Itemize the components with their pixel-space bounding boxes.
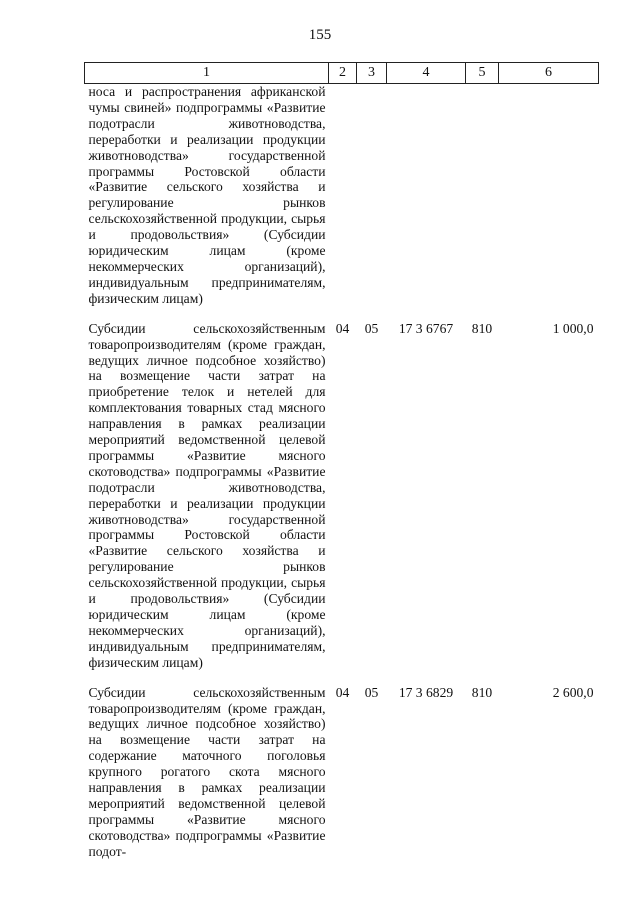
row-expense-type: 810	[471, 320, 493, 336]
row-description: носа и распространения африканской чумы свиней» подпрограммы «Развитие подотрасли животноводства, переработки и реализации продукции животноводства» государственной программы Ростовской области «Развитие сельского хозяйства и регулирование рынков сельскохозяйственной продукции, сырья и продовольствия» (Субсидии юридическим лицам (кроме некоммерческих организаций), индивидуальным предпринимателям, физическим лицам)	[88, 84, 326, 306]
column-header-1: 1	[85, 63, 329, 84]
column-header-4: 4	[387, 63, 466, 84]
row-subsection-code	[357, 84, 387, 307]
row-subsection-code: 05	[364, 320, 379, 336]
row-description: Субсидии сельскохозяйственным товаропроизводителям (кроме граждан, ведущих личное подсобное хозяйство) на возмещение части затрат на приобретение телок и нетелей для комплектования товарных стад мясного направления в рамках реализации мероприятий ведомственной целевой программы «Развитие мясного скотоводства» подпрограммы «Развитие подотрасли животноводства, переработки и реализации продукции животноводства» государственной программы Ростовской области «Развитие сельского хозяйства и регулирование рынков сельскохозяйственной продукции, сырья и продовольствия» (Субсидии юридическим лицам (кроме некоммерческих организаций), индивидуальным предпринимателям, физическим лицам)	[88, 320, 326, 670]
table-row	[85, 682, 599, 860]
row-section-code: 04	[335, 320, 350, 336]
column-header-5: 5	[466, 63, 499, 84]
row-expense-type: 810	[471, 684, 493, 700]
table-row	[85, 84, 599, 307]
column-header-3: 3	[357, 63, 387, 84]
row-amount	[499, 84, 599, 307]
row-target-article: 17 3 6829	[398, 684, 454, 700]
page-number: 155	[308, 27, 332, 43]
budget-table	[84, 62, 599, 860]
row-section-code: 04	[335, 684, 350, 700]
column-header-2: 2	[329, 63, 357, 84]
row-spacer	[85, 671, 599, 682]
row-amount: 1 000,0	[552, 320, 594, 336]
row-amount: 2 600,0	[552, 684, 594, 700]
table-header-row	[85, 63, 599, 84]
row-expense-type	[466, 84, 499, 307]
table-row	[85, 318, 599, 671]
row-target-article: 17 3 6767	[398, 320, 454, 336]
row-target-article	[387, 84, 466, 307]
row-section-code	[329, 84, 357, 307]
row-description: Субсидии сельскохозяйственным товаропроизводителям (кроме граждан, ведущих личное подсобное хозяйство) на возмещение части затрат на содержание маточного поголовья крупного рогатого скота мясного направления в рамках реализации мероприятий ведомственной целевой программы «Развитие мясного скотоводства» подпрограммы «Развитие подот-	[88, 684, 326, 859]
column-header-6: 6	[499, 63, 599, 84]
row-subsection-code: 05	[364, 684, 379, 700]
row-spacer	[85, 307, 599, 318]
